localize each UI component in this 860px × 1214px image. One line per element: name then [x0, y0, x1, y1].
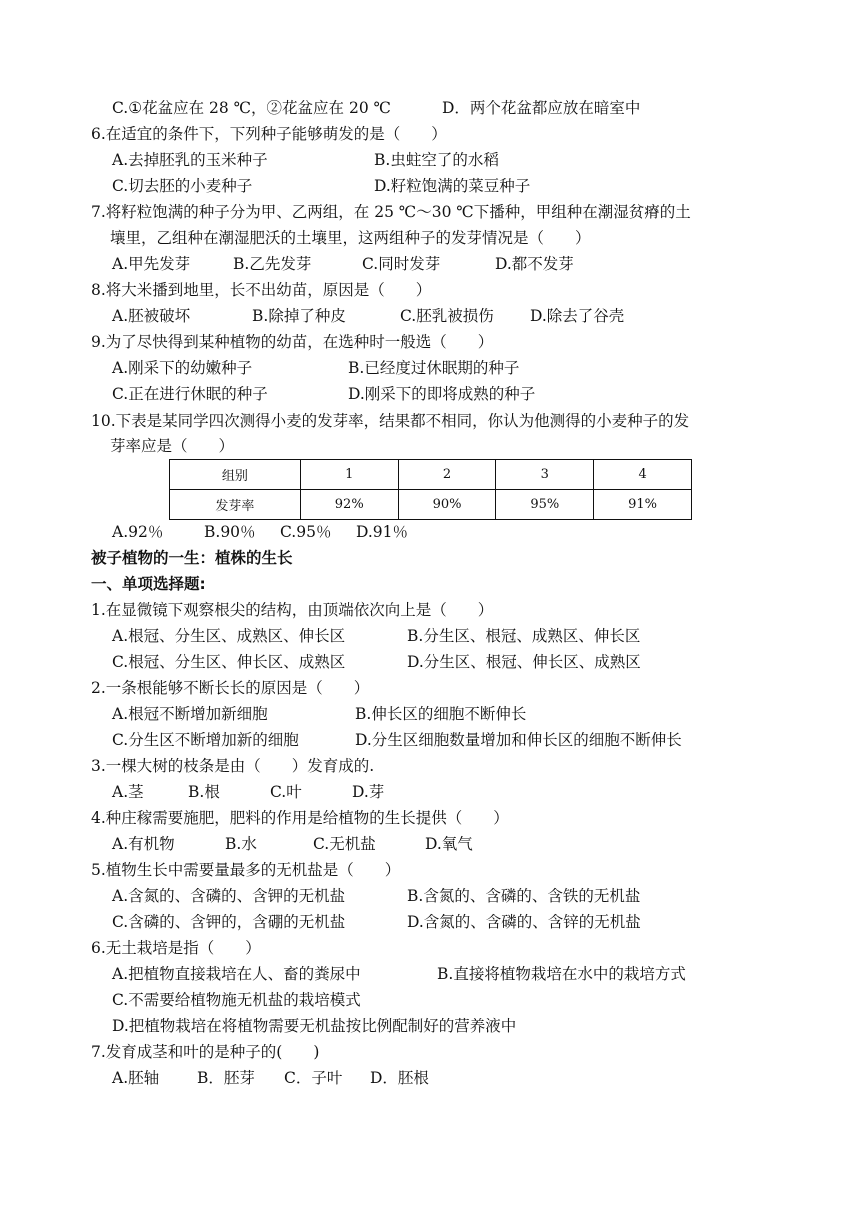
question-6: 6.在适宜的条件下，下列种子能够萌发的是（ ） [91, 125, 447, 143]
question-7: 7.将籽粒饱满的种子分为甲、乙两组，在 25 ℃～30 ℃下播种，甲组种在潮湿贫瘠的土 [91, 203, 691, 221]
q7-option-a: A.甲先发芽 [112, 255, 191, 273]
s2-option-b: B.伸长区的细胞不断伸长 [355, 705, 527, 723]
table-cell: 4 [594, 460, 692, 490]
question-9: 9.为了尽快得到某种植物的幼苗，在选种时一般选（ ） [91, 333, 494, 351]
s3-option-b: B.根 [188, 783, 220, 801]
s7-option-c: C．子叶 [284, 1069, 343, 1087]
q10-option-b: B.90％ [204, 523, 256, 541]
section-subtitle: 一、单项选择题: [91, 575, 206, 593]
s5-option-b: B.含氮的、含磷的、含铁的无机盐 [407, 887, 641, 905]
section-question-5: 5.植物生长中需要量最多的无机盐是（ ） [91, 861, 401, 879]
q6-option-d: D.籽粒饱满的菜豆种子 [374, 177, 531, 195]
q7-option-b: B.乙先发芽 [233, 255, 312, 273]
q8-option-d: D.除去了谷壳 [530, 307, 625, 325]
q7-option-d: D.都不发芽 [495, 255, 574, 273]
s6-option-c: C.不需要给植物施无机盐的栽培模式 [112, 991, 361, 1009]
q9-option-b: B.已经度过休眠期的种子 [348, 359, 520, 377]
question-10: 10.下表是某同学四次测得小麦的发芽率，结果都不相同，你认为他测得的小麦种子的发 [91, 412, 690, 430]
s4-option-b: B.水 [225, 835, 257, 853]
question-8: 8.将大米播到地里，长不出幼苗，原因是（ ） [91, 281, 432, 299]
s5-option-c: C.含磷的、含钾的，含硼的无机盐 [112, 913, 346, 931]
s1-option-d: D.分生区、根冠、伸长区、成熟区 [407, 653, 641, 671]
s4-option-a: A.有机物 [112, 835, 175, 853]
section-question-1: 1.在显微镜下观察根尖的结构，由顶端依次向上是（ ） [91, 601, 494, 619]
q5-option-d: D．两个花盆都应放在暗室中 [442, 99, 641, 117]
s3-option-c: C.叶 [270, 783, 302, 801]
s3-option-a: A.茎 [112, 783, 144, 801]
table-cell: 90% [398, 490, 496, 520]
section-question-6: 6.无土栽培是指（ ） [91, 939, 261, 957]
q7-option-c: C.同时发芽 [362, 255, 441, 273]
question-7-continued: 壤里，乙组种在潮湿肥沃的土壤里，这两组种子的发芽情况是（ ） [110, 229, 591, 247]
section-question-3: 3.一棵大树的枝条是由（ ）发育成的. [91, 757, 375, 775]
s5-option-a: A.含氮的、含磷的、含钾的无机盐 [112, 887, 346, 905]
q10-option-c: C.95％ [280, 523, 332, 541]
q9-option-c: C.正在进行休眠的种子 [112, 385, 268, 403]
table-row [170, 460, 692, 490]
question-10-continued: 芽率应是（ ） [110, 437, 235, 455]
q8-option-c: C.胚乳被损伤 [400, 307, 494, 325]
table-cell-rate-header: 发芽率 [170, 490, 301, 520]
section-title: 被子植物的一生：植株的生长 [91, 549, 293, 567]
table-cell: 3 [496, 460, 594, 490]
q6-option-c: C.切去胚的小麦种子 [112, 177, 253, 195]
table-cell: 1 [300, 460, 398, 490]
s1-option-b: B.分生区、根冠、成熟区、伸长区 [407, 627, 641, 645]
table-cell-group-header: 组别 [170, 460, 301, 490]
germination-rate-table [169, 459, 692, 520]
q9-option-a: A.刚采下的幼嫩种子 [112, 359, 253, 377]
section-question-4: 4.种庄稼需要施肥，肥料的作用是给植物的生长提供（ ） [91, 809, 509, 827]
q10-option-d: D.91％ [356, 523, 409, 541]
q8-option-b: B.除掉了种皮 [252, 307, 346, 325]
s6-option-d: D.把植物栽培在将植物需要无机盐按比例配制好的营养液中 [112, 1017, 517, 1035]
section-question-7: 7.发育成茎和叶的是种子的( ) [91, 1043, 320, 1061]
s1-option-c: C.根冠、分生区、伸长区、成熟区 [112, 653, 346, 671]
table-cell: 2 [398, 460, 496, 490]
s2-option-a: A.根冠不断增加新细胞 [112, 705, 268, 723]
s2-option-d: D.分生区细胞数量增加和伸长区的细胞不断伸长 [355, 731, 682, 749]
s2-option-c: C.分生区不断增加新的细胞 [112, 731, 299, 749]
section-question-2: 2.一条根能够不断长长的原因是（ ） [91, 679, 370, 697]
s7-option-d: D．胚根 [370, 1069, 429, 1087]
table-row [170, 490, 692, 520]
table-cell: 92% [300, 490, 398, 520]
q6-option-b: B.虫蛀空了的水稻 [374, 151, 499, 169]
q5-option-c: C.①花盆应在 28 ℃，②花盆应在 20 ℃ [112, 99, 391, 117]
s7-option-a: A.胚轴 [112, 1069, 160, 1087]
q6-option-a: A.去掉胚乳的玉米种子 [112, 151, 268, 169]
s5-option-d: D.含氮的、含磷的、含锌的无机盐 [407, 913, 641, 931]
table-cell: 91% [594, 490, 692, 520]
s4-option-d: D.氧气 [425, 835, 473, 853]
q9-option-d: D.刚采下的即将成熟的种子 [348, 385, 536, 403]
q10-option-a: A.92％ [112, 523, 164, 541]
s4-option-c: C.无机盐 [313, 835, 376, 853]
s3-option-d: D.芽 [352, 783, 385, 801]
q8-option-a: A.胚被破坏 [112, 307, 191, 325]
s1-option-a: A.根冠、分生区、成熟区、伸长区 [112, 627, 346, 645]
s6-option-a: A.把植物直接栽培在人、畜的粪尿中 [112, 965, 361, 983]
s7-option-b: B．胚芽 [197, 1069, 255, 1087]
s6-option-b: B.直接将植物栽培在水中的栽培方式 [437, 965, 686, 983]
table-cell: 95% [496, 490, 594, 520]
